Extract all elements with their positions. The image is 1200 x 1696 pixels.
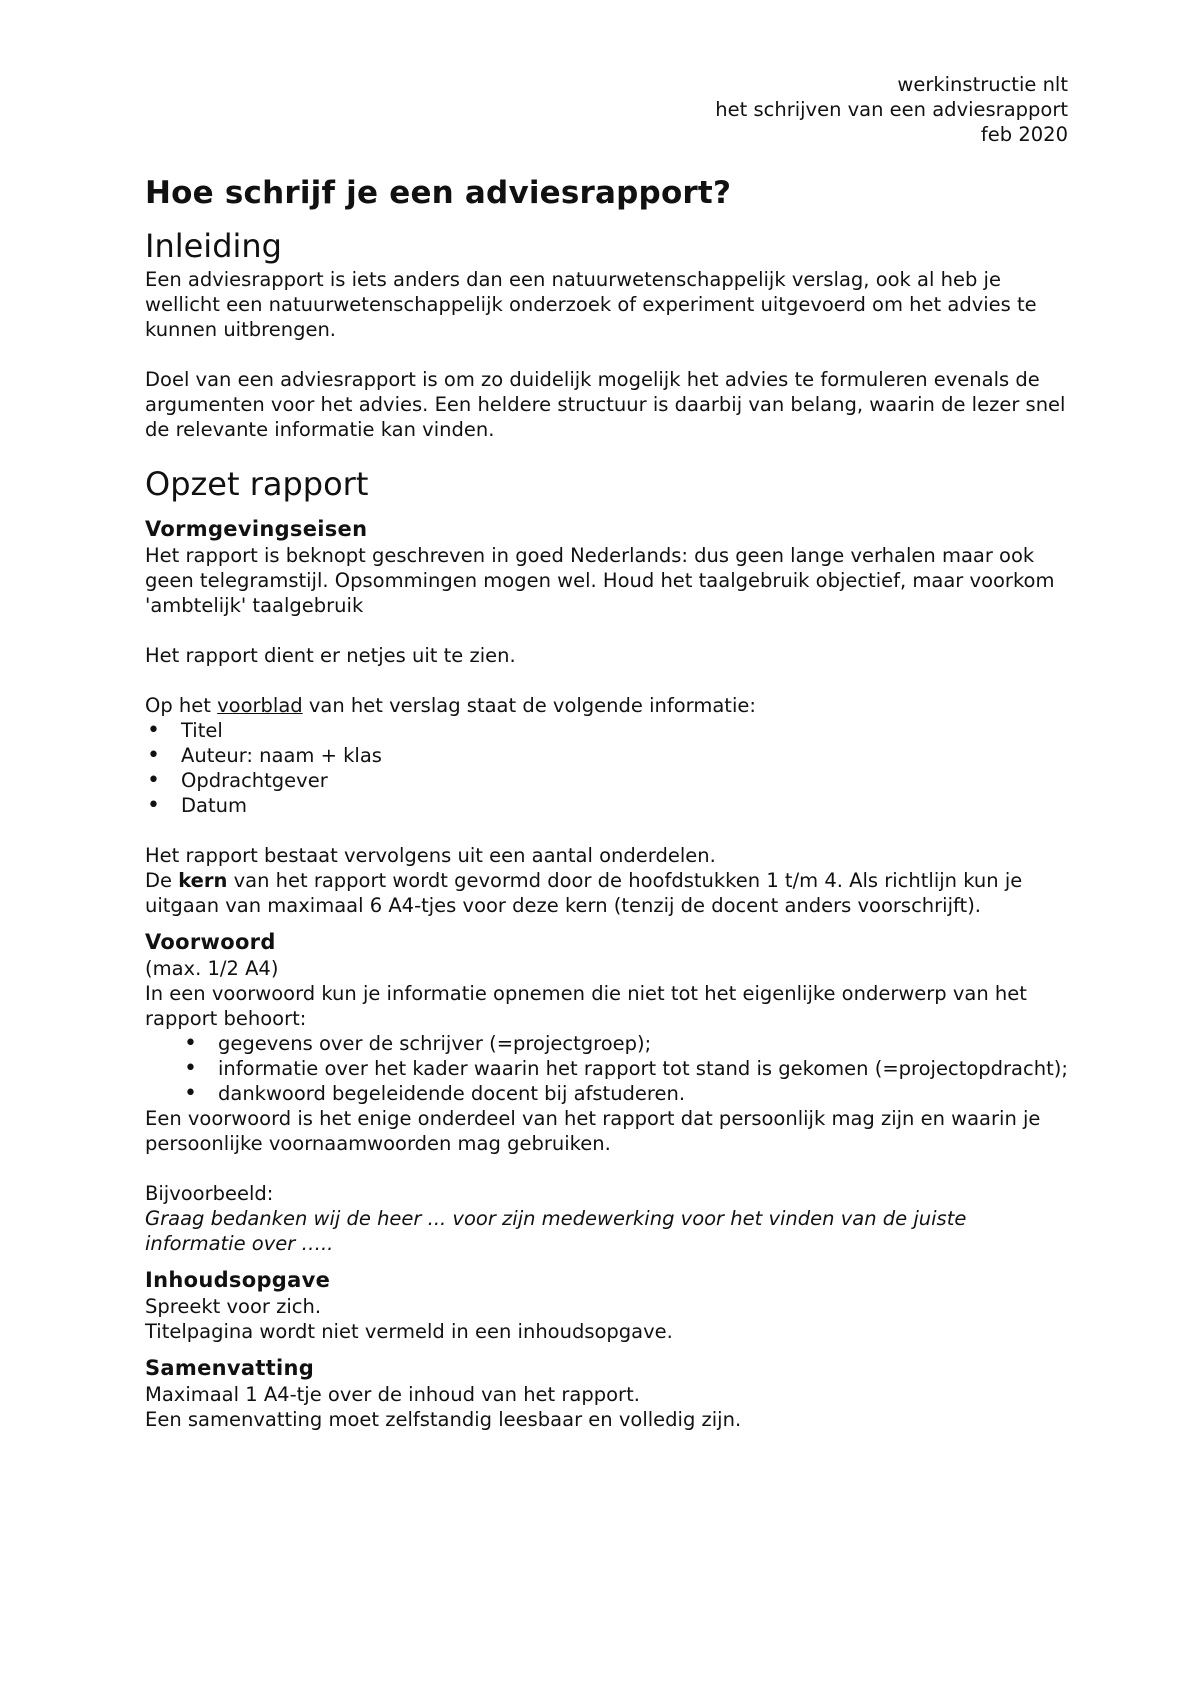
- onderdelen-paragraph: Het rapport bestaat vervolgens uit een aantal onderdelen.: [145, 844, 716, 867]
- voorwoord-paragraph-1: In een voorwoord kun je informatie opnemen die niet tot het eigenlijke onderwerp van het rapport behoort:: [145, 982, 1027, 1030]
- list-item: • gegevens over de schrijver (=projectgroep);: [145, 1031, 1070, 1056]
- voorwoord-paragraph-2: Een voorwoord is het enige onderdeel van het rapport dat persoonlijk mag zijn en waarin je persoonlijke voornaamwoorden mag gebruiken.: [145, 1107, 1041, 1155]
- voorblad-list: [145, 718, 1070, 818]
- inhoud-paragraph-2: Titelpagina wordt niet vermeld in een inhoudsopgave.: [145, 1320, 673, 1343]
- voorblad-term: voorblad: [217, 694, 303, 717]
- inleiding-paragraph-2: Doel van een adviesrapport is om zo duidelijk mogelijk het advies te formuleren evenals de argumenten voor het advies. Een heldere structuur is daarbij van belang, waarin de lezer snel de relevante informatie kan vinden.: [145, 368, 1066, 441]
- kern-term: kern: [178, 869, 228, 892]
- header-line-1: werkinstructie nlt: [897, 73, 1068, 96]
- kern-post: van het rapport wordt gevormd door de hoofdstukken 1 t/m 4. Als richtlijn kun je uitgaan van maximaal 6 A4-tjes voor deze kern (tenzij de docent anders voorschrijft).: [145, 869, 1023, 917]
- samenvatting-paragraph-1: Maximaal 1 A4-tje over de inhoud van het rapport.: [145, 1383, 640, 1406]
- voorbeeld-label: Bijvoorbeeld:: [145, 1182, 274, 1205]
- voorblad-intro-pre: Op het: [145, 694, 218, 717]
- vormgeving-paragraph-2: Het rapport dient er netjes uit te zien.: [145, 644, 516, 667]
- voorbeeld-text: Graag bedanken wij de heer ... voor zijn medewerking voor het vinden van de juiste informatie over …..: [145, 1207, 967, 1255]
- inleiding-paragraph-1: Een adviesrapport is iets anders dan een natuurwetenschappelijk verslag, ook al heb je wellicht een natuurwetenschappelijk onderzoek of experiment uitgevoerd om het advies te kunnen uitbrengen.: [145, 268, 1037, 341]
- voorblad-intro-post: van het verslag staat de volgende informatie:: [302, 694, 756, 717]
- page-header: [715, 72, 1068, 147]
- kern-pre: De: [145, 869, 179, 892]
- header-line-3: feb 2020: [980, 123, 1068, 146]
- inhoud-paragraph-1: Spreekt voor zich.: [145, 1295, 322, 1318]
- subheading-samenvatting: Samenvatting: [145, 1356, 315, 1380]
- document-title: Hoe schrijf je een adviesrapport?: [145, 175, 732, 211]
- subheading-vormgevingseisen: Vormgevingseisen: [145, 517, 368, 541]
- header-line-2: het schrijven van een adviesrapport: [715, 98, 1068, 121]
- list-item: • dankwoord begeleidende docent bij afstuderen.: [145, 1081, 1070, 1106]
- list-item: • Opdrachtgever: [145, 768, 1070, 793]
- voorwoord-list: [145, 1031, 1070, 1106]
- section-heading-inleiding: Inleiding: [145, 227, 282, 265]
- kern-paragraph: [145, 868, 1070, 918]
- subheading-inhoudsopgave: Inhoudsopgave: [145, 1268, 331, 1292]
- subheading-voorwoord: Voorwoord: [145, 930, 276, 954]
- vormgeving-paragraph-1: Het rapport is beknopt geschreven in goed Nederlands: dus geen lange verhalen maar ook geen telegramstijl. Opsommingen mogen wel. Houd het taalgebruik objectief, maar voorkom 'ambtelijk' taalgebruik: [145, 544, 1055, 617]
- document-body: [145, 172, 1070, 1432]
- list-item: • informatie over het kader waarin het rapport tot stand is gekomen (=projectopdracht);: [145, 1056, 1070, 1081]
- list-item: • Datum: [145, 793, 1070, 818]
- list-item: • Titel: [145, 718, 1070, 743]
- voorblad-intro: [145, 693, 1070, 718]
- section-heading-opzet: Opzet rapport: [145, 465, 369, 503]
- list-item: • Auteur: naam + klas: [145, 743, 1070, 768]
- samenvatting-paragraph-2: Een samenvatting moet zelfstandig leesbaar en volledig zijn.: [145, 1408, 742, 1431]
- voorwoord-max: (max. 1/2 A4): [145, 957, 279, 980]
